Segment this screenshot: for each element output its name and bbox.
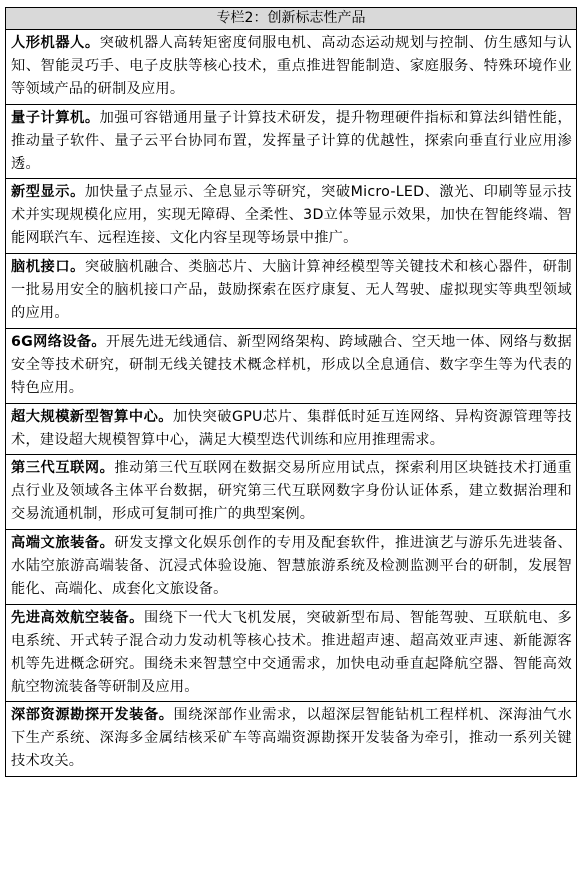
item-term: 高端文旅装备。 [11,535,115,552]
item-row-quantum-computer [6,104,577,179]
item-description: 围绕深部作业需求，以超深层智能钻机工程样机、深海油气水下生产系统、深海多金属结核采矿车等高端资源勘探开发装备为牵引，推动一系列关键技术攻关。 [11,707,572,770]
item-term: 超大规模新型智算中心。 [11,408,174,425]
item-row-aviation-equipment [6,604,577,702]
item-term: 深部资源勘探开发装备。 [11,707,174,724]
item-cell [6,702,577,777]
item-description: 加快突破GPU芯片、集群低时延互连网络、异构资源管理等技术，建设超大规模智算中心，满足大模型迭代训练和应用推理需求。 [11,408,572,448]
item-term: 人形机器人。 [11,35,100,51]
item-term: 脑机接口。 [11,259,85,276]
item-cell [6,455,577,530]
item-description: 研发支撑文化娱乐创作的专用及配套软件，推进演艺与游乐先进装备、水陆空旅游高端装备、沉浸式体验设施、智慧旅游系统及检测监测平台的研制，发展智能化、高端化、成套化文旅设备。 [11,535,572,597]
item-cell [6,530,577,605]
item-term: 6G网络设备。 [11,333,106,350]
item-row-new-display [6,179,577,254]
item-description: 加快量子点显示、全息显示等研究，突破Micro-LED、激光、印刷等显示技术并实现规模化应用，实现无障碍、全柔性、3D立体等显示效果，加快在智能终端、智能网联汽车、远程连接、文化内容呈现等场景中推广。 [11,184,572,247]
item-description: 突破脑机融合、类脑芯片、大脑计算神经模型等关键技术和核心器件，研制一批易用安全的脑机接口产品，鼓励探索在医疗康复、无人驾驶、虚拟现实等典型领域的应用。 [11,259,572,321]
item-description: 开展先进无线通信、新型网络架构、跨域融合、空天地一体、网络与数据安全等技术研究，研制无线关键技术概念样机，形成以全息通信、数字孪生等为代表的特色应用。 [11,333,572,396]
item-row-brain-computer-interface [6,254,577,329]
header-row [6,8,577,30]
item-description: 加强可容错通用量子计算技术研发，提升物理硬件指标和算法纠错性能，推动量子软件、量子云平台协同布置，发挥量子计算的优越性，探索向垂直行业应用渗透。 [11,109,572,172]
item-row-cultural-tourism-equipment [6,530,577,605]
item-cell [6,254,577,329]
item-description: 推动第三代互联网在数据交易所应用试点，探索利用区块链技术打通重点行业及领域各主体平台数据，研究第三代互联网数字身份认证体系，建立数据治理和交易流通机制，形成可复制可推广的典型案例。 [11,460,572,523]
item-cell [6,604,577,702]
item-term: 量子计算机。 [11,109,100,126]
item-description: 突破机器人高转矩密度伺服电机、高动态运动规划与控制、仿生感知与认知、智能灵巧手、电子皮肤等核心技术，重点推进智能制造、家庭服务、特殊环境作业等领域产品的研制及应用。 [11,35,572,97]
item-row-supercomputing-center [6,403,577,455]
item-description: 围绕下一代大飞机发展，突破新型布局、智能驾驶、互联航电、多电系统、开式转子混合动力发动机等核心技术。推进超声速、超高效亚声速、新能源客机等先进概念研究。围绕未来智慧空中交通需求，加快电动垂直起降航空器、智能高效航空物流装备等研制及应用。 [11,609,572,695]
column-title: 专栏2：创新标志性产品 [6,8,577,30]
item-cell [6,403,577,455]
item-row-deep-resource-equipment [6,702,577,777]
item-term: 先进高效航空装备。 [11,609,144,626]
item-row-humanoid-robot [6,30,577,105]
item-cell [6,179,577,254]
item-cell [6,30,577,105]
column-box [5,7,577,777]
item-cell [6,328,577,403]
item-cell [6,104,577,179]
item-row-6g-network-equipment [6,328,577,403]
item-term: 新型显示。 [11,184,85,201]
item-row-third-gen-internet [6,455,577,530]
item-term: 第三代互联网。 [11,460,115,477]
